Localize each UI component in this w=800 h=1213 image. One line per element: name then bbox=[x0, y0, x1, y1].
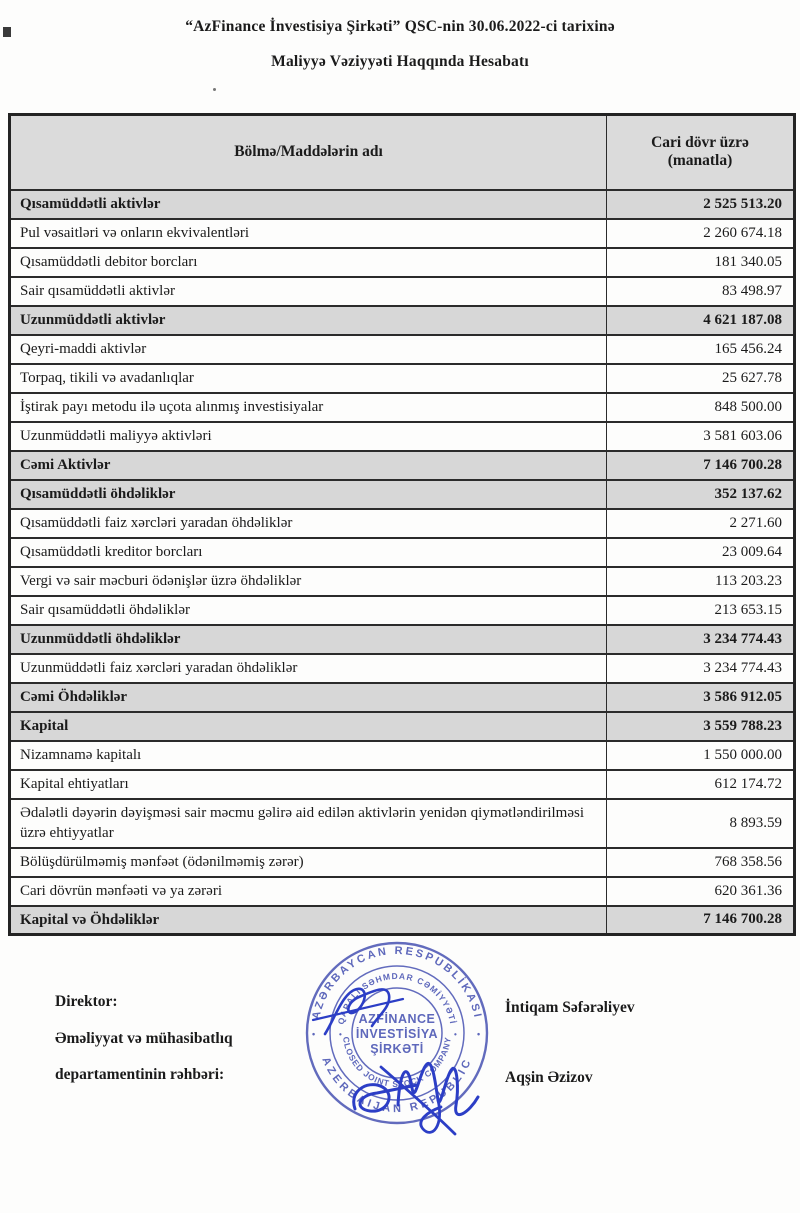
row-value: 612 174.72 bbox=[607, 770, 795, 799]
row-value: 2 525 513.20 bbox=[607, 190, 795, 219]
row-value: 3 586 912.05 bbox=[607, 683, 795, 712]
row-value: 2 271.60 bbox=[607, 509, 795, 538]
table-row bbox=[10, 538, 795, 567]
table-row bbox=[10, 848, 795, 877]
row-value: 213 653.15 bbox=[607, 596, 795, 625]
svg-text:AZƏRBAYCAN RESPUBLİKASI bbox=[310, 945, 484, 1021]
row-value: 23 009.64 bbox=[607, 538, 795, 567]
stamp-separator-dot: • bbox=[454, 1030, 457, 1039]
row-label: Kapital bbox=[10, 712, 607, 741]
row-label: Ədalətli dəyərin dəyişməsi sair məcmu gəlirə aid edilən aktivlərin yenidən qiymətləndirilməsi üzrə ehtiyyatlar bbox=[10, 799, 607, 848]
department-label-line1: Əməliyyat və mühasibatlıq bbox=[55, 1030, 233, 1047]
row-label: Sair qısamüddətli aktivlər bbox=[10, 277, 607, 306]
row-value: 3 234 774.43 bbox=[607, 654, 795, 683]
table-row bbox=[10, 906, 795, 935]
row-label: Torpaq, tikili və avadanlıqlar bbox=[10, 364, 607, 393]
table-row bbox=[10, 306, 795, 335]
table-row bbox=[10, 509, 795, 538]
row-value: 7 146 700.28 bbox=[607, 451, 795, 480]
company-stamp bbox=[285, 936, 515, 1151]
table-row bbox=[10, 567, 795, 596]
row-value: 768 358.56 bbox=[607, 848, 795, 877]
row-value: 3 559 788.23 bbox=[607, 712, 795, 741]
row-label: Qısamüddətli kreditor borcları bbox=[10, 538, 607, 567]
column-header-value-line1: Cari dövr üzrə bbox=[651, 134, 749, 152]
table-row bbox=[10, 480, 795, 509]
row-label: Uzunmüddətli aktivlər bbox=[10, 306, 607, 335]
row-value: 4 621 187.08 bbox=[607, 306, 795, 335]
row-label: Qeyri-maddi aktivlər bbox=[10, 335, 607, 364]
stamp-center-line1: AZFİNANCE bbox=[358, 1012, 436, 1026]
row-value: 8 893.59 bbox=[607, 799, 795, 848]
stamp-outer-top-text: AZƏRBAYCAN RESPUBLİKASI bbox=[310, 944, 484, 1021]
stamp-separator-dot: • bbox=[312, 1029, 316, 1039]
row-value: 83 498.97 bbox=[607, 277, 795, 306]
table-row bbox=[10, 335, 795, 364]
row-label: Nizamnamə kapitalı bbox=[10, 741, 607, 770]
table-row bbox=[10, 277, 795, 306]
table-row bbox=[10, 877, 795, 906]
department-label-line2: departamentinin rəhbəri: bbox=[55, 1066, 225, 1083]
row-label: Pul vəsaitləri və onların ekvivalentləri bbox=[10, 219, 607, 248]
row-label: Vergi və sair məcburi ödənişlər üzrə öhdəliklər bbox=[10, 567, 607, 596]
row-label: Uzunmüddətli maliyyə aktivləri bbox=[10, 422, 607, 451]
row-value: 113 203.23 bbox=[607, 567, 795, 596]
scan-artifact bbox=[213, 88, 216, 91]
row-label: Cari dövrün mənfəəti və ya zərəri bbox=[10, 877, 607, 906]
table-row bbox=[10, 741, 795, 770]
table-row bbox=[10, 683, 795, 712]
document-title-line2: Maliyyə Vəziyyəti Haqqında Hesabatı bbox=[271, 53, 529, 70]
row-value: 848 500.00 bbox=[607, 393, 795, 422]
row-value: 7 146 700.28 bbox=[607, 906, 795, 935]
table-row bbox=[10, 422, 795, 451]
row-value: 352 137.62 bbox=[607, 480, 795, 509]
row-label: Cəmi Aktivlər bbox=[10, 451, 607, 480]
row-value: 25 627.78 bbox=[607, 364, 795, 393]
stamp-separator-dot: • bbox=[339, 1030, 342, 1039]
stamp-outer-bottom-text: AZERBAIJAN REPUBLIC bbox=[319, 1055, 475, 1116]
table-row bbox=[10, 799, 795, 848]
table-row bbox=[10, 625, 795, 654]
row-value: 620 361.36 bbox=[607, 877, 795, 906]
row-label: Qısamüddətli faiz xərcləri yaradan öhdəliklər bbox=[10, 509, 607, 538]
table-row bbox=[10, 712, 795, 741]
column-header-name: Bölmə/Maddələrin adı bbox=[10, 115, 607, 190]
row-value: 165 456.24 bbox=[607, 335, 795, 364]
table-row bbox=[10, 654, 795, 683]
director-label: Direktor: bbox=[55, 993, 118, 1010]
column-header-value-line2: (manatla) bbox=[667, 152, 733, 170]
row-label: Cəmi Öhdəliklər bbox=[10, 683, 607, 712]
row-value: 3 234 774.43 bbox=[607, 625, 795, 654]
stamp-center-line3: ŞİRKƏTİ bbox=[370, 1042, 424, 1056]
row-label: İştirak payı metodu ilə uçota alınmış investisiyalar bbox=[10, 393, 607, 422]
stamp-inner-top-text: QAPALI SƏHMDAR CƏMİYYƏTİ bbox=[335, 970, 459, 1026]
table-row bbox=[10, 219, 795, 248]
table-row bbox=[10, 190, 795, 219]
stamp-separator-dot: • bbox=[477, 1029, 481, 1039]
table-row bbox=[10, 451, 795, 480]
table-row bbox=[10, 770, 795, 799]
row-label: Kapital və Öhdəliklər bbox=[10, 906, 607, 935]
table-row bbox=[10, 364, 795, 393]
document-title-line1: “AzFinance İnvestisiya Şirkəti” QSC-nin 30.06.2022-ci tarixinə bbox=[185, 18, 615, 35]
row-value: 3 581 603.06 bbox=[607, 422, 795, 451]
stamp-center-line2: İNVESTİSİYA bbox=[355, 1027, 439, 1041]
column-header-value bbox=[607, 115, 795, 190]
table-row bbox=[10, 248, 795, 277]
table-header-row bbox=[10, 115, 795, 190]
balance-sheet-table bbox=[8, 113, 796, 936]
row-label: Qısamüddətli öhdəliklər bbox=[10, 480, 607, 509]
department-head-name: Aqşin Əzizov bbox=[505, 1069, 593, 1086]
row-label: Kapital ehtiyatları bbox=[10, 770, 607, 799]
row-label: Qısamüddətli debitor borcları bbox=[10, 248, 607, 277]
row-label: Uzunmüddətli faiz xərcləri yaradan öhdəliklər bbox=[10, 654, 607, 683]
table-row bbox=[10, 393, 795, 422]
row-value: 181 340.05 bbox=[607, 248, 795, 277]
table-body bbox=[10, 190, 795, 935]
row-label: Uzunmüddətli öhdəliklər bbox=[10, 625, 607, 654]
row-label: Sair qısamüddətli öhdəliklər bbox=[10, 596, 607, 625]
table-row bbox=[10, 596, 795, 625]
row-label: Qısamüddətli aktivlər bbox=[10, 190, 607, 219]
stamp-inner-bottom-text: CLOSED JOINT STOCK COMPANY bbox=[341, 1036, 453, 1090]
director-name: İntiqam Səfərəliyev bbox=[505, 999, 635, 1016]
row-value: 1 550 000.00 bbox=[607, 741, 795, 770]
row-label: Bölüşdürülməmiş mənfəət (ödənilməmiş zərər) bbox=[10, 848, 607, 877]
row-value: 2 260 674.18 bbox=[607, 219, 795, 248]
